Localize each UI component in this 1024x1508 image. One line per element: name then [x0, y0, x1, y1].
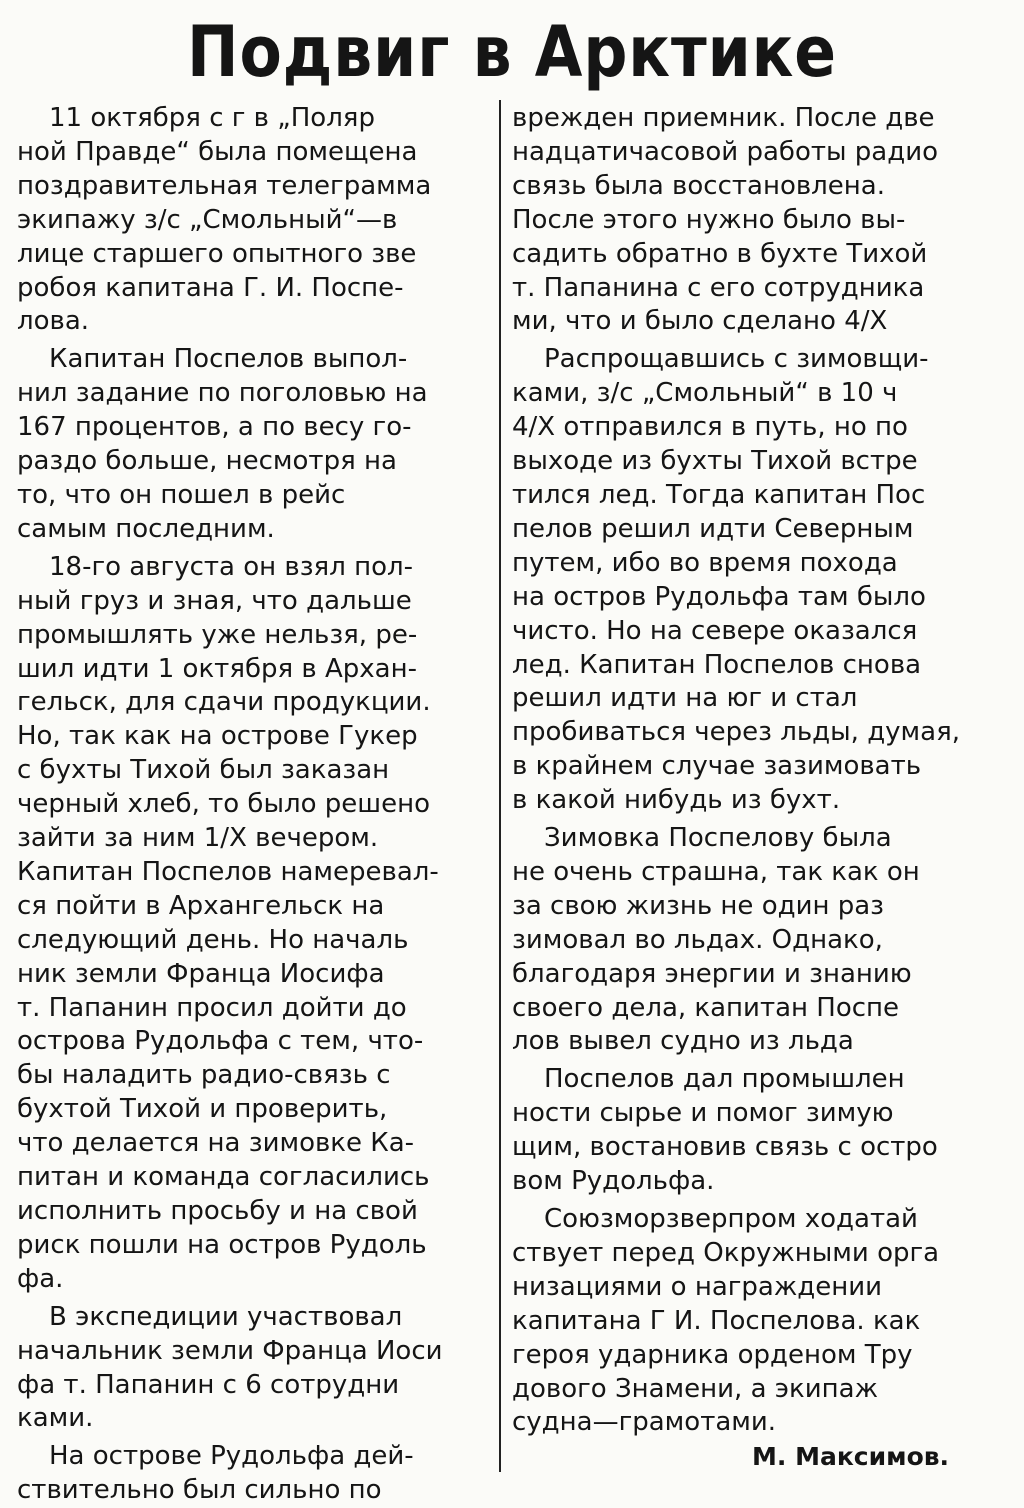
- paragraph: врежден приемник. После две надцатичасовой работы радио связь была восстановлена. После этого нужно было вы- садить обратно в бухте Тихой т. Папанина с его сотрудника ми, что и было сделано 4/X: [512, 103, 939, 337]
- author-signature: М. Максимов.: [752, 1442, 950, 1471]
- left-column: [17, 102, 492, 1508]
- paragraph: Поспелов дал промышлен ности сырье и помог зимую щим, востановив связь с остро вом Рудольфа.: [512, 1064, 938, 1197]
- right-column: [512, 102, 996, 1440]
- paragraph: Союзморзверпром ходатай ствует перед Окружными орга низациями о награждении капитана Г И. Поспелова. как героя ударника орденом Тру дового Знамени, а экипаж судна—грамотами.: [512, 1204, 940, 1438]
- paragraph: На острове Рудольфа дей- ствительно был сильно по: [17, 1441, 414, 1506]
- paragraph: В экспедиции участвовал начальник земли Франца Иоси фа т. Папанин с 6 сотрудни ками.: [17, 1301, 443, 1434]
- paragraph: Распрощавшись с зимовщи- ками, з/с „Смольный“ в 10 ч 4/X отправился в путь, но по выходе из бухты Тихой встре тился лед. Тогда капитан Пос пелов решил идти Северным путем, ибо во время похода на остров Рудольфа там было чисто. Но на севере оказался лед. Капитан Поспелов снова решил идти на юг и стал пробиваться через льды, думая, в крайнем случае зазимовать в какой нибудь из бухт.: [512, 344, 961, 816]
- paragraph: Капитан Поспелов выпол- нил задание по поголовью на 167 процентов, а по весу го- раздо больше, несмотря на то, что он пошел в рейс самым последним.: [17, 344, 428, 544]
- paragraph: 18-го августа он взял пол- ный груз и зная, что дальше промышлять уже нельзя, ре- шил идти 1 октября в Архан- гельск, для сдачи продукции. Но, так как на острове Гукер с бухты Тихой был заказан черный хлеб, то было решено зайти за ним 1/X вечером. Капитан Поспелов намеревал- ся пойти в Архангельск на следующий день. Но началь ник земли Франца Иосифа т. Папанин просил дойти до острова Рудольфа с тем, что- бы наладить радио-связь с бухтой Тихой и проверить, что делается на зимовке Ка- питан и команда согласились исполнить просьбу и на свой риск пошли на остров Рудоль фа.: [17, 551, 439, 1294]
- article-headline: Подвиг в Арктике: [187, 11, 837, 93]
- column-divider: [499, 100, 501, 1472]
- paragraph: 11 октября с г в „Поляр ной Правде“ была помещена поздравительная телеграмма экипажу з/с „Смольный“—в лице старшего опытного зве робоя капитана Г. И. Поспе- лова.: [17, 103, 432, 337]
- paragraph: Зимовка Поспелову была не очень страшна, так как он за свою жизнь не один раз зимовал во льдах. Однако, благодаря энергии и знанию своего дела, капитан Поспе лов вывел судно из льда: [512, 823, 920, 1057]
